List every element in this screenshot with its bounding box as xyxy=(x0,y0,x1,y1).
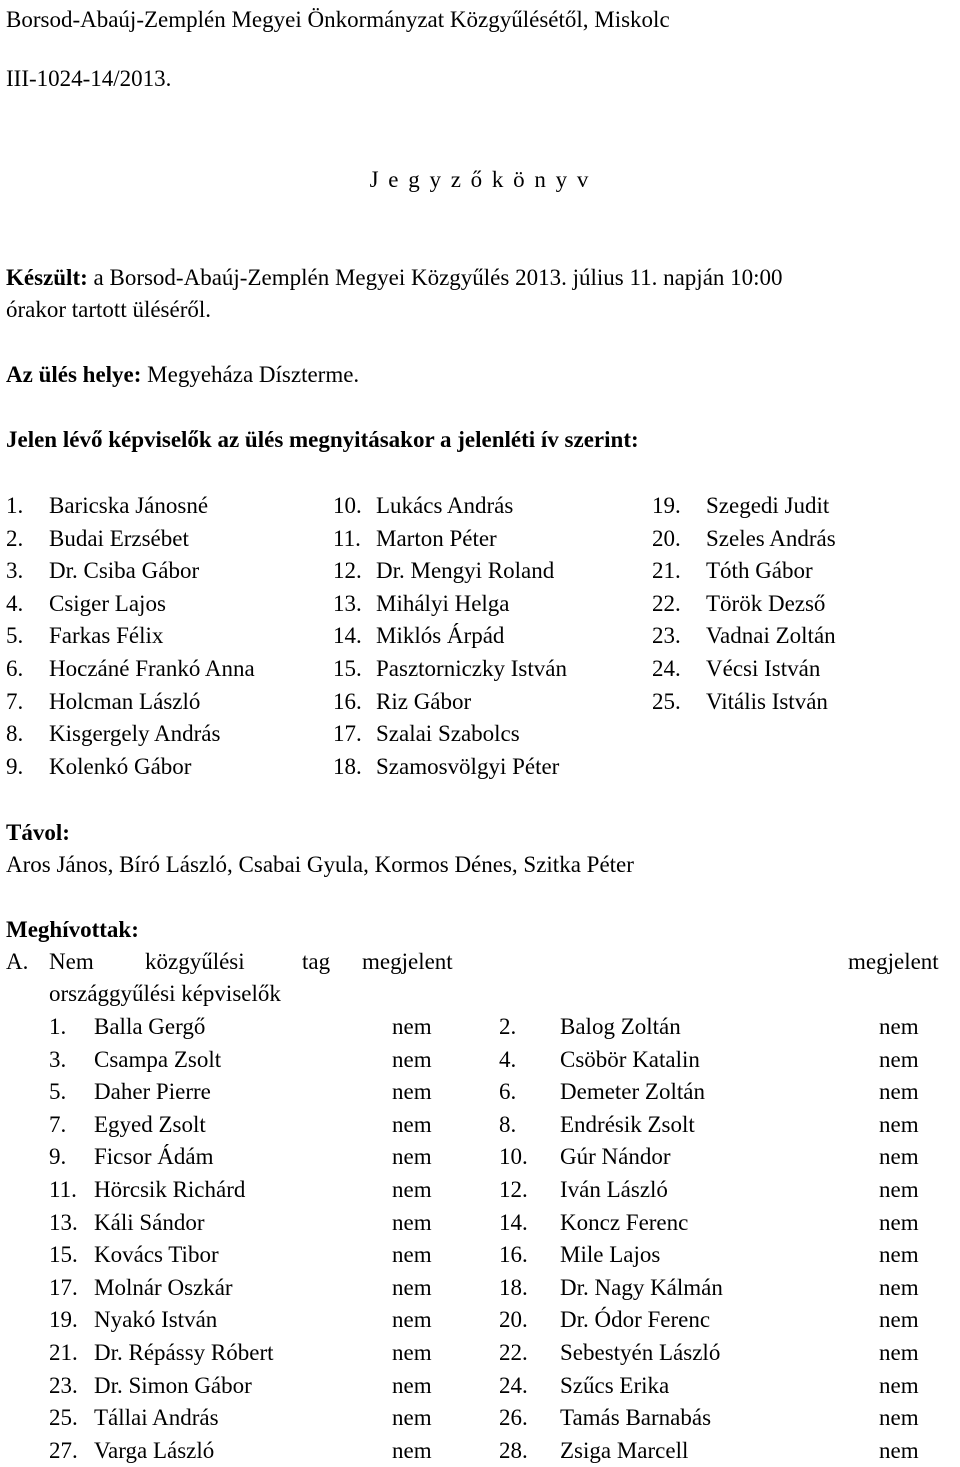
invited-name: Balla Gergő xyxy=(94,1014,206,1039)
present-name: Hoczáné Frankó Anna xyxy=(49,656,255,681)
invited-status: nem xyxy=(879,1405,919,1431)
invited-group-word-3: tag xyxy=(302,949,331,974)
invited-number: 13. xyxy=(49,1209,78,1235)
present-number: 22. xyxy=(652,590,681,616)
made-text-2: órakor tartott üléséről. xyxy=(6,297,212,322)
invited-status: nem xyxy=(879,1144,919,1170)
present-number: 21. xyxy=(652,558,681,584)
invited-name: Nyakó István xyxy=(94,1307,218,1333)
invited-status: nem xyxy=(392,1437,432,1463)
invited-name: Ficsor Ádám xyxy=(94,1144,214,1170)
present-name: Dr. Mengyi Roland xyxy=(376,558,555,584)
invited-name: Balog Zoltán xyxy=(560,1014,681,1039)
invited-name: Demeter Zoltán xyxy=(560,1079,705,1105)
present-name: Baricska Jánosné xyxy=(49,493,209,518)
invited-status: nem xyxy=(879,1437,919,1463)
invited-number: 24. xyxy=(499,1372,528,1398)
invited-status: nem xyxy=(879,1372,919,1398)
invited-status: nem xyxy=(392,1242,432,1268)
invited-group-letter: A. xyxy=(6,949,29,974)
invited-group-line xyxy=(0,946,960,978)
present-number: 10. xyxy=(333,493,362,518)
invited-name: Tamás Barnabás xyxy=(560,1405,712,1431)
invited-number: 21. xyxy=(49,1340,78,1365)
present-number: 9. xyxy=(6,753,24,779)
present-number: 23. xyxy=(652,623,681,649)
invited-status: nem xyxy=(879,1274,919,1300)
issuer-line: Borsod-Abaúj-Zemplén Megyei Önkormányzat Közgyűlésétől, Miskolc xyxy=(6,7,670,32)
absent-names: Aros János, Bíró László, Csabai Gyula, Kormos Dénes, Szitka Péter xyxy=(6,852,634,877)
present-number: 19. xyxy=(652,493,681,518)
invited-number: 15. xyxy=(49,1242,78,1268)
invited-status: nem xyxy=(392,1144,432,1170)
invited-status: nem xyxy=(879,1014,919,1039)
present-name: Lukács András xyxy=(376,493,514,518)
invited-name: Koncz Ferenc xyxy=(560,1209,689,1235)
invited-number: 22. xyxy=(499,1340,528,1365)
present-name: Holcman László xyxy=(49,688,201,714)
invited-name: Varga László xyxy=(94,1437,215,1463)
present-name: Dr. Csiba Gábor xyxy=(49,558,200,584)
invited-name: Mile Lajos xyxy=(560,1242,661,1268)
invited-name: Sebestyén László xyxy=(560,1340,721,1365)
invited-status: nem xyxy=(879,1177,919,1202)
venue-label: Az ülés helye: xyxy=(6,362,142,387)
invited-status: nem xyxy=(879,1209,919,1235)
present-number: 17. xyxy=(333,721,362,747)
present-number: 5. xyxy=(6,623,24,649)
made-text-1: a Borsod-Abaúj-Zemplén Megyei Közgyűlés 2013. július 11. napján 10:00 xyxy=(87,265,783,290)
invited-number: 23. xyxy=(49,1372,78,1398)
invited-number: 6. xyxy=(499,1079,517,1105)
invited-number: 20. xyxy=(499,1307,528,1333)
invited-group-right: megjelent xyxy=(848,949,939,974)
invited-number: 27. xyxy=(49,1437,78,1463)
invited-status: nem xyxy=(879,1340,919,1365)
present-name: Török Dezső xyxy=(706,590,826,616)
invited-name: Gúr Nándor xyxy=(560,1144,671,1170)
present-name: Kolenkó Gábor xyxy=(49,753,192,779)
invited-status: nem xyxy=(392,1014,432,1039)
present-number: 12. xyxy=(333,558,362,584)
present-number: 11. xyxy=(333,525,361,551)
invited-name: Iván László xyxy=(560,1177,668,1202)
present-name: Szeles András xyxy=(706,525,836,551)
invited-status: nem xyxy=(392,1274,432,1300)
present-number: 18. xyxy=(333,753,362,779)
invited-name: Dr. Répássy Róbert xyxy=(94,1340,274,1365)
invited-status: nem xyxy=(392,1177,432,1202)
invited-name: Tállai András xyxy=(94,1405,219,1431)
invited-name: Egyed Zsolt xyxy=(94,1111,206,1137)
present-name: Miklós Árpád xyxy=(376,623,505,649)
present-name: Csiger Lajos xyxy=(49,590,166,616)
present-number: 16. xyxy=(333,688,362,714)
invited-name: Endrésik Zsolt xyxy=(560,1111,695,1137)
invited-status: nem xyxy=(392,1405,432,1431)
invited-number: 10. xyxy=(499,1144,528,1170)
present-name: Farkas Félix xyxy=(49,623,164,649)
invited-group-word-1: Nem xyxy=(49,949,94,974)
made-line-1 xyxy=(6,262,783,294)
invited-status: nem xyxy=(392,1111,432,1137)
document-title: J e g y z ő k ö n y v xyxy=(369,167,591,192)
invited-name: Káli Sándor xyxy=(94,1209,205,1235)
invited-status: nem xyxy=(392,1307,432,1333)
present-number: 8. xyxy=(6,721,24,747)
invited-name: Dr. Ódor Ferenc xyxy=(560,1307,711,1333)
invited-name: Dr. Simon Gábor xyxy=(94,1372,252,1398)
present-name: Tóth Gábor xyxy=(706,558,813,584)
invited-name: Csampa Zsolt xyxy=(94,1046,222,1072)
invited-name: Hörcsik Richárd xyxy=(94,1177,246,1202)
invited-number: 28. xyxy=(499,1437,528,1463)
venue-line xyxy=(6,359,359,391)
present-number: 24. xyxy=(652,656,681,681)
invited-status: nem xyxy=(392,1079,432,1105)
invited-name: Csöbör Katalin xyxy=(560,1046,700,1072)
present-name: Mihályi Helga xyxy=(376,590,510,616)
invited-status: nem xyxy=(879,1079,919,1105)
present-number: 25. xyxy=(652,688,681,714)
invited-status: nem xyxy=(392,1209,432,1235)
invited-name: Szűcs Erika xyxy=(560,1372,670,1398)
invited-name: Zsiga Marcell xyxy=(560,1437,689,1463)
invited-group-word-4: megjelent xyxy=(362,949,453,974)
absent-label: Távol: xyxy=(6,820,70,845)
present-number: 4. xyxy=(6,590,24,616)
invited-status: nem xyxy=(392,1340,432,1365)
invited-number: 16. xyxy=(499,1242,528,1268)
invited-number: 2. xyxy=(499,1014,517,1039)
invited-name: Dr. Nagy Kálmán xyxy=(560,1274,723,1300)
invited-number: 9. xyxy=(49,1144,67,1170)
invited-number: 4. xyxy=(499,1046,517,1072)
invited-number: 26. xyxy=(499,1405,528,1431)
venue-value: Megyeháza Díszterme. xyxy=(141,362,360,387)
present-number: 2. xyxy=(6,525,24,551)
invited-number: 11. xyxy=(49,1177,77,1202)
present-number: 1. xyxy=(6,493,24,518)
invited-group-word-2: közgyűlési xyxy=(145,949,245,974)
invited-number: 5. xyxy=(49,1079,67,1105)
present-heading: Jelen lévő képviselők az ülés megnyitásakor a jelenléti ív szerint: xyxy=(6,427,639,452)
invited-number: 19. xyxy=(49,1307,78,1333)
present-name: Vitális István xyxy=(706,688,828,714)
invited-number: 14. xyxy=(499,1209,528,1235)
present-name: Riz Gábor xyxy=(376,688,472,714)
invited-status: nem xyxy=(879,1046,919,1072)
present-number: 14. xyxy=(333,623,362,649)
invited-status: nem xyxy=(879,1307,919,1333)
invited-number: 1. xyxy=(49,1014,67,1039)
present-name: Szegedi Judit xyxy=(706,493,830,518)
invited-label: Meghívottak: xyxy=(6,917,139,942)
present-number: 6. xyxy=(6,656,24,681)
invited-status: nem xyxy=(879,1242,919,1268)
invited-number: 7. xyxy=(49,1111,67,1137)
present-name: Vécsi István xyxy=(706,656,821,681)
invited-status: nem xyxy=(392,1046,432,1072)
invited-name: Kovács Tibor xyxy=(94,1242,219,1268)
invited-number: 8. xyxy=(499,1111,517,1137)
invited-name: Molnár Oszkár xyxy=(94,1274,233,1300)
present-name: Szamosvölgyi Péter xyxy=(376,753,560,779)
present-number: 3. xyxy=(6,558,24,584)
present-number: 15. xyxy=(333,656,362,681)
present-name: Marton Péter xyxy=(376,525,497,551)
invited-name: Daher Pierre xyxy=(94,1079,211,1105)
invited-group-line-2: országgyűlési képviselők xyxy=(49,981,281,1006)
present-number: 7. xyxy=(6,688,24,714)
present-name: Szalai Szabolcs xyxy=(376,721,520,747)
present-name: Vadnai Zoltán xyxy=(706,623,836,649)
made-label: Készült: xyxy=(6,265,88,290)
present-name: Pasztorniczky István xyxy=(376,656,567,681)
present-number: 20. xyxy=(652,525,681,551)
invited-number: 17. xyxy=(49,1274,78,1300)
reference-number: III-1024-14/2013. xyxy=(6,66,172,91)
present-number: 13. xyxy=(333,590,362,616)
invited-status: nem xyxy=(879,1111,919,1137)
present-name: Budai Erzsébet xyxy=(49,525,189,551)
invited-number: 18. xyxy=(499,1274,528,1300)
present-name: Kisgergely András xyxy=(49,721,221,747)
invited-status: nem xyxy=(392,1372,432,1398)
invited-number: 12. xyxy=(499,1177,528,1202)
invited-number: 3. xyxy=(49,1046,67,1072)
invited-number: 25. xyxy=(49,1405,78,1431)
